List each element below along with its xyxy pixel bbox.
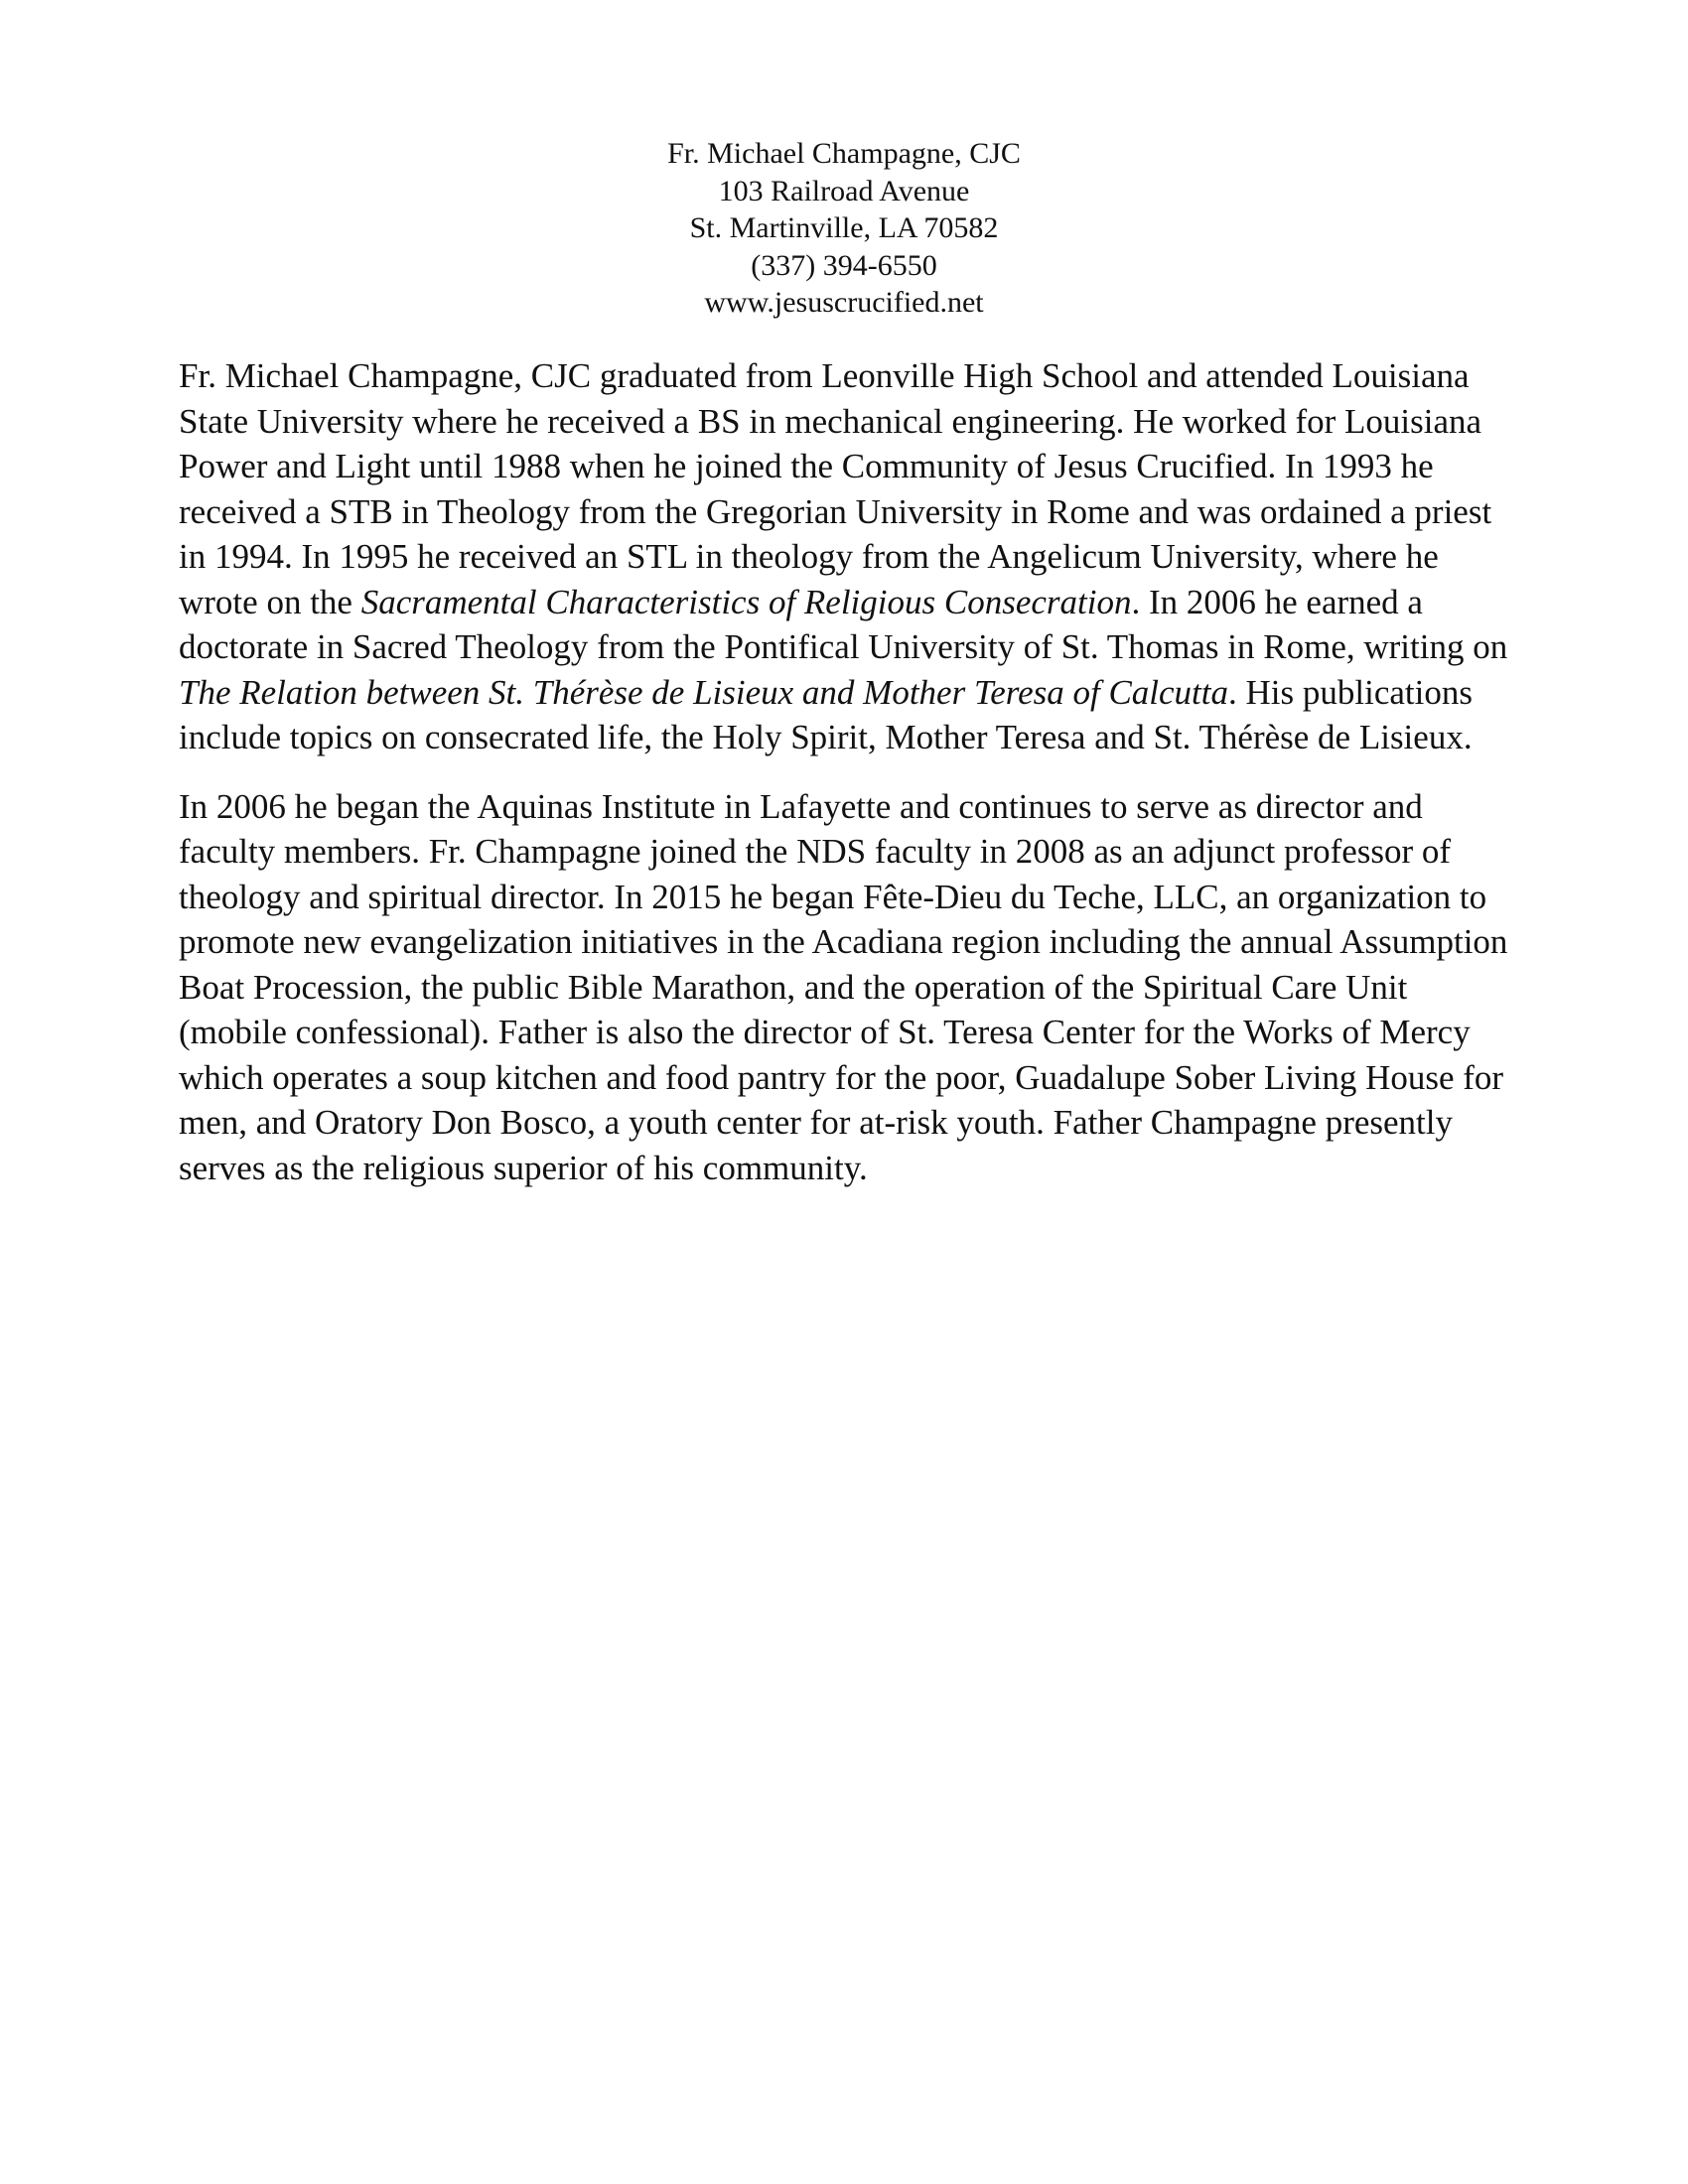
biography — [179, 353, 1509, 1190]
city-state-zip: St. Martinville, LA 70582 — [689, 211, 999, 244]
thesis-title-stl: Sacramental Characteristics of Religious Consecration — [360, 582, 1132, 621]
paragraph-1-text-c: . His publications include topics on consecrated life, the Holy Spirit, Mother Teresa and St. Thérèse de Lisieux. — [179, 672, 1473, 756]
phone-number: (337) 394-6550 — [751, 248, 937, 282]
letterhead — [0, 135, 1688, 322]
paragraph-1-text-b: . In 2006 he earned a doctorate in Sacred Theology from the Pontifical University of St. Thomas in Rome, writing on — [179, 582, 1508, 666]
thesis-title-doctorate: The Relation between St. Thérèse de Lisieux and Mother Teresa of Calcutta — [179, 672, 1229, 712]
biography-paragraph-1 — [179, 353, 1509, 760]
paragraph-1-text-a: Fr. Michael Champagne, CJC graduated from Leonville High School and attended Louisiana State University where he received a BS in mechanical engineering. He worked for Louisiana Power and Light until 1988 when he joined the Community of Jesus Crucified. In 1993 he received a STB in Theology from the Gregorian University in Rome and was ordained a priest in 1994. In 1995 he received an STL in theology from the Angelicum University, where he wrote on the — [179, 356, 1492, 621]
website-url: www.jesuscrucified.net — [704, 286, 984, 319]
author-name: Fr. Michael Champagne, CJC — [667, 137, 1021, 170]
biography-paragraph-2: In 2006 he began the Aquinas Institute in Lafayette and continues to serve as director and faculty members. Fr. Champagne joined the NDS faculty in 2008 as an adjunct professor of theology and spiritual director. In 2015 he began Fête-Dieu du Teche, LLC, an organization to promote new evangelization initiatives in the Acadiana region including the annual Assumption Boat Procession, the public Bible Marathon, and the operation of the Spiritual Care Unit (mobile confessional). Father is also the director of St. Teresa Center for the Works of Mercy which operates a soup kitchen and food pantry for the poor, Guadalupe Sober Living House for men, and Oratory Don Bosco, a youth center for at-risk youth. Father Champagne presently serves as the religious superior of his community. — [179, 786, 1508, 1187]
street-address: 103 Railroad Avenue — [718, 174, 970, 207]
